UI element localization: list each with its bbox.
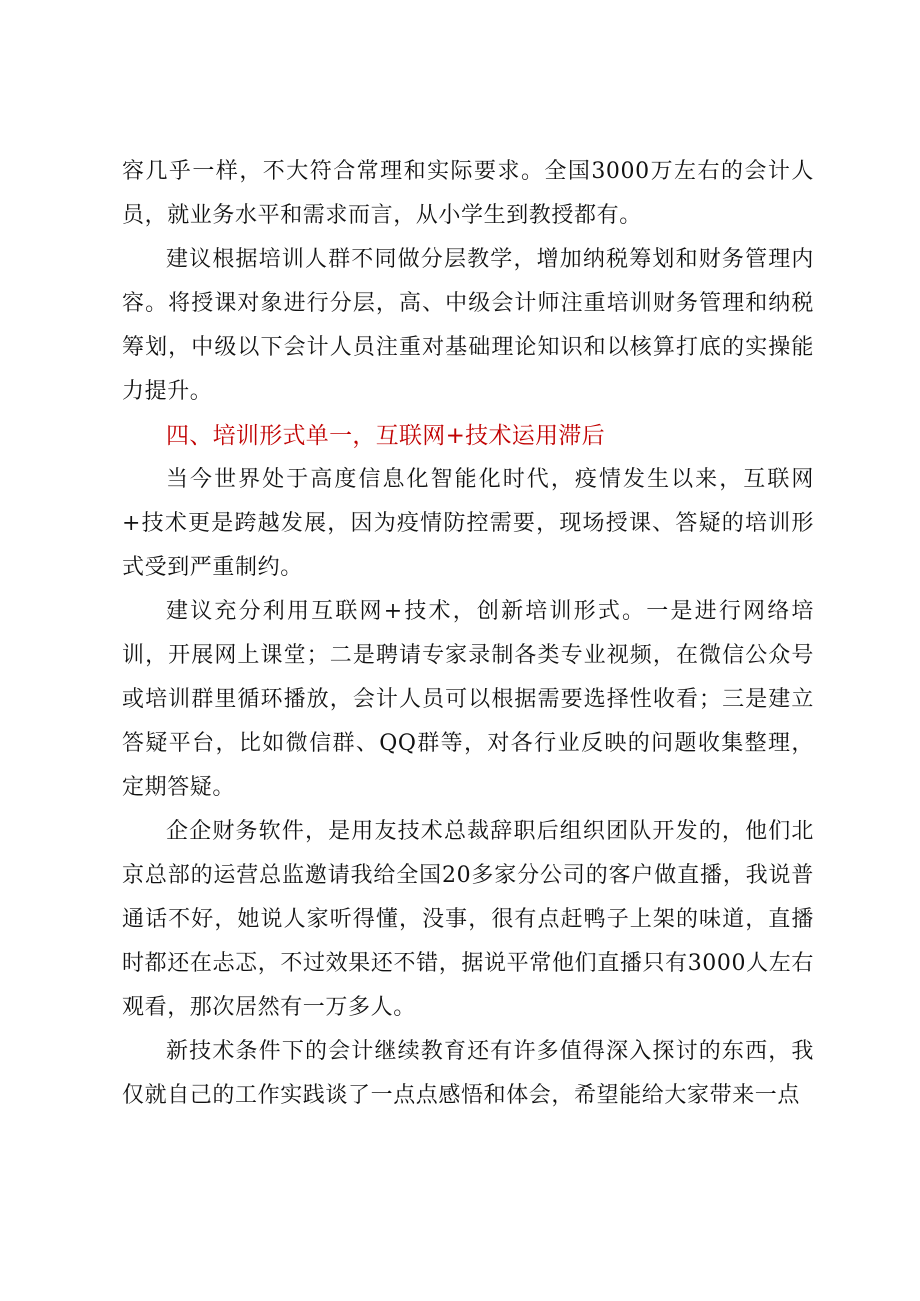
paragraph-conclusion: 新技术条件下的会计继续教育还有许多值得深入探讨的东西，我仅就自己的工作实践谈了一点点感悟和体会，希望能给大家带来一点 [122,1039,814,1108]
paragraph-live-broadcast: 企企财务软件，是用友技术总裁辞职后组织团队开发的，他们北京总部的运营总监邀请我给全国20多家分公司的客户做直播，我说普通话不好，她说人家听得懂，没事，很有点赶鸭子上架的味道，直播时都还在忐忑，不过效果还不错，据说平常他们直播只有3000人左右观看，那次居然有一万多人。 [122,819,814,1020]
paragraph-layered-teaching: 建议根据培训人群不同做分层教学，增加纳税筹划和财务管理内容。将授课对象进行分层，高、中级会计师注重培训财务管理和纳税筹划，中级以下会计人员注重对基础理论知识和以核算打底的实操能力提升。 [122,247,814,404]
paragraph-information-age: 当今世界处于高度信息化智能化时代，疫情发生以来，互联网+技术更是跨越发展，因为疫情防控需要，现场授课、答疑的培训形式受到严重制约。 [122,467,814,580]
paragraph-continuation: 容几乎一样，不大符合常理和实际要求。全国3000万左右的会计人员，就业务水平和需求而言，从小学生到教授都有。 [122,159,814,228]
paragraph-internet-training: 建议充分利用互联网+技术，创新培训形式。一是进行网络培训，开展网上课堂；二是聘请专家录制各类专业视频，在微信公众号或培训群里循环播放，会计人员可以根据需要选择性收看；三是建立答疑平台，比如微信群、QQ群等，对各行业反映的问题收集整理，定期答疑。 [122,599,814,800]
section-heading-4: 四、培训形式单一，互联网+技术运用滞后 [166,423,605,449]
document-body [122,150,814,1118]
